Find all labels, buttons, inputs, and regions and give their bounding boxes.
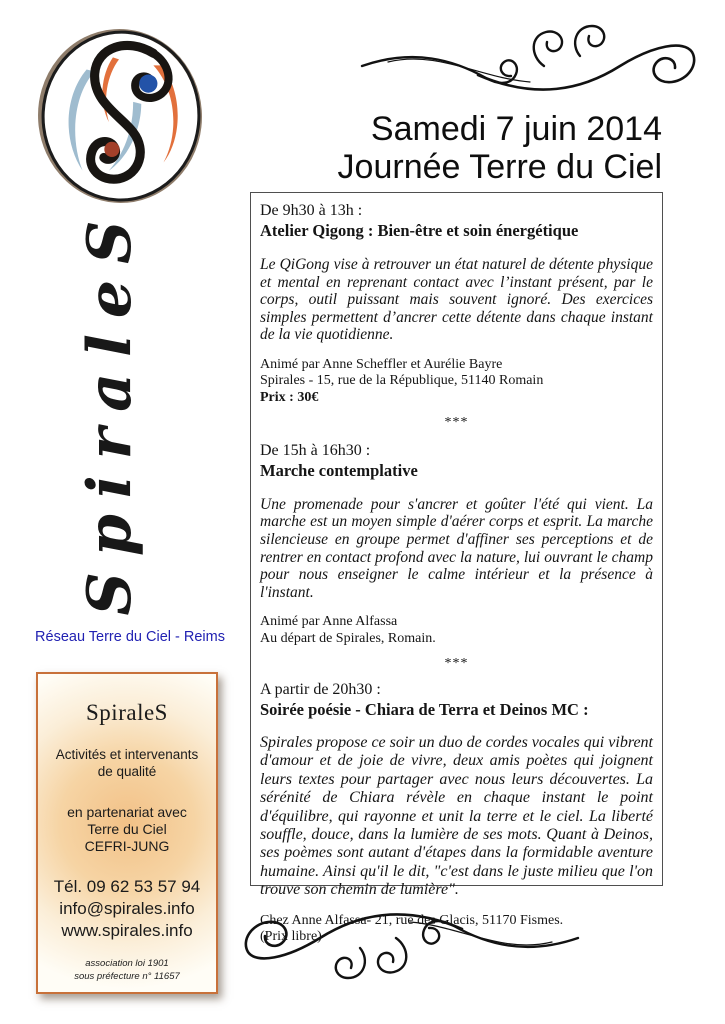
event-title: Atelier Qigong : Bien-être et soin énergétique [260,221,579,240]
event-location: Au départ de Spirales, Romain. [260,630,436,646]
event-price: Prix : 30€ [260,389,319,405]
contact-info-card [36,672,218,994]
event-host: Animé par Anne Alfassa [260,614,398,630]
info-card-contact [38,876,216,942]
partner-line3: CEFRI-JUNG [84,838,170,854]
vertical-wordmark [40,196,180,624]
event-marche [260,441,653,647]
legal-line2: sous préfecture n° 11657 [74,971,180,982]
tagline-line2: de qualité [97,764,157,779]
network-caption: Réseau Terre du Ciel - Reims [35,629,225,645]
event-time: De 15h à 16h30 : [260,441,371,459]
event-qigong [260,201,653,406]
event-description: Spirales propose ce soir un duo de cordes vocales qui vibrent d'amour et de joie de vivre, deux amis poètes qui joignent leurs textes pour partager avec nous leurs découvertes. La sérénité de Chiara révèle en chaque instant le point d'équilibre, qui rayonne et unit la terre et le ciel. La liberté souffle, douce, dans la lumière de ses mots. Quant à Deinos, ses poèmes sont autant d'étapes dans la formidable aventure humaine. Ainsi qu'il le dit, "c'est dans le juste milieu que l'on trouve son chemin de lumière". [260,734,653,899]
event-details [260,357,653,406]
flourish-ornament-top-icon [358,20,698,112]
section-separator: *** [444,656,469,672]
event-price: (Prix libre) [260,928,322,944]
event-location: Spirales - 15, rue de la République, 51140 Romain [260,373,544,389]
event-description: Une promenade pour s'ancrer et goûter l'été qui vient. La marche est un moyen simple d'aérer corps et esprit. La marche silencieuse en groupe permet d'affiner ses perceptions et de rentrer en contact profond avec la nature, lui ouvrant le champ pour nous enseigner le calme intérieur et la présence à l'instant. [260,495,653,601]
info-card-title: SpiraleS [86,700,168,725]
partner-line2: Terre du Ciel [87,821,167,837]
section-separator: *** [444,414,469,430]
tagline-line1: Activités et intervenants [55,747,199,762]
email-address: info@spirales.info [59,899,195,918]
info-card-tagline [38,746,216,780]
info-card-legal [38,957,216,983]
event-time: A partir de 20h30 : [260,681,381,699]
page-header [250,110,662,186]
phone-number: Tél. 09 62 53 57 94 [53,877,201,896]
event-title: Soirée poésie - Chiara de Terra et Deinos MC : [260,700,589,720]
event-description: Le QiGong vise à retrouver un état naturel de détente physique et mental en reprenant contact avec l’instant présent, par le corps, outil puissant mais souvent ignoré. Des exercices simples permettent d’ancrer cette détente dans chaque instant de la vie quotidienne. [260,256,653,344]
website-url: www.spirales.info [61,921,193,940]
vertical-wordmark-text: SpiraleS [75,204,145,616]
event-details [260,614,653,647]
legal-line1: association loi 1901 [85,958,169,969]
event-time: De 9h30 à 13h : [260,202,363,219]
event-location: Chez Anne Alfassa- 21, rue des Glacis, 51170 Fismes. [260,912,564,928]
event-title: Marche contemplative [260,460,418,480]
flourish-ornament-bottom-icon [242,892,582,984]
partner-line1: en partenariat avec [67,804,187,820]
spirales-logo-icon [34,26,206,206]
event-date-title: Samedi 7 juin 2014 [370,110,662,148]
event-host: Animé par Anne Scheffler et Aurélie Bayre [260,356,503,372]
info-card-partnership [38,804,216,855]
program-panel [250,192,663,944]
event-subtitle: Journée Terre du Ciel [337,148,662,186]
